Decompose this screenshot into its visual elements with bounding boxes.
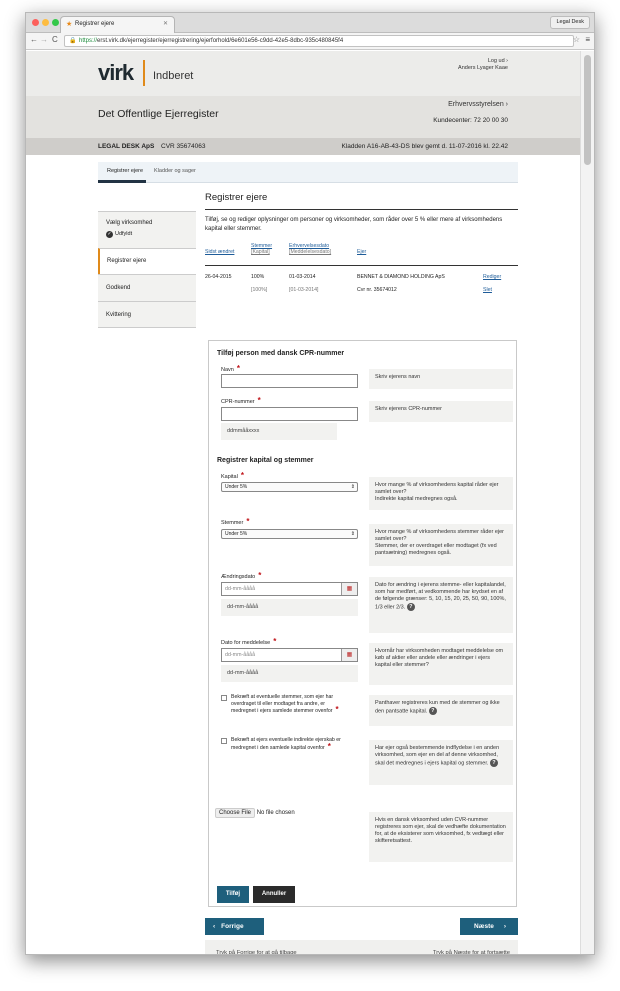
- stemmer-help: Hvor mange % af virksomhedens stemmer råder ejer samlet over? Stemmer, der er overdraget eller modtaget (fx ved pantsætning) medregnes også.: [369, 524, 513, 566]
- step-kvittering[interactable]: Kvittering: [98, 301, 196, 328]
- prev-hint: Tryk på Forrige for at gå tilbage: [216, 950, 297, 955]
- stemmer-select[interactable]: [221, 529, 358, 539]
- profile-button[interactable]: Legal Desk: [550, 16, 590, 29]
- add-owner-form: [208, 340, 517, 907]
- site-header: [26, 51, 582, 96]
- kapital-help: Hvor mange % af virksomhedens kapital råder ejer samlet over? Indirekte kapital medregnes også.: [369, 477, 513, 510]
- meddel-label: [221, 637, 276, 646]
- col-meddel-label[interactable]: [Meddelelsesdato]: [289, 249, 332, 255]
- company-bar: [26, 138, 582, 155]
- required-icon: *: [258, 571, 262, 580]
- step-vaelg-virksomhed[interactable]: [98, 211, 196, 248]
- cpr-input[interactable]: [221, 407, 358, 421]
- cb1-help: [369, 695, 513, 726]
- tab-title: Registrer ejere: [75, 21, 115, 27]
- check-icon: ✓: [107, 231, 112, 237]
- help-icon[interactable]: ?: [429, 707, 437, 715]
- cb1-help-text: Panthaver registreres kun med de stemmer og ikke den pantsatte kapital.: [375, 700, 500, 715]
- help-icon[interactable]: ?: [490, 759, 498, 767]
- browser-tab[interactable]: [60, 16, 175, 33]
- tab-registrer-ejere[interactable]: Registrer ejere: [107, 168, 144, 174]
- step-registrer-ejere[interactable]: Registrer ejere: [98, 248, 196, 274]
- calendar-icon[interactable]: ▦: [341, 583, 357, 595]
- required-icon: *: [246, 517, 250, 526]
- active-tab-indicator: [98, 180, 146, 183]
- cb-kapital-checkbox[interactable]: [221, 738, 227, 744]
- next-label: Næste: [474, 923, 494, 930]
- cb2-help: [369, 740, 513, 785]
- scrollbar[interactable]: [580, 51, 594, 955]
- chevron-right-icon: ›: [503, 923, 507, 930]
- add-button[interactable]: Tilføj: [217, 886, 249, 903]
- required-icon: *: [236, 364, 240, 373]
- meddel-label-text: Dato for meddelelse: [221, 640, 271, 646]
- aendring-help: [369, 577, 513, 633]
- meddel-date-input[interactable]: [221, 648, 358, 662]
- company-cvr: CVR 35674063: [161, 143, 206, 150]
- required-icon: *: [335, 705, 339, 714]
- select-arrow-icon: ⇕: [350, 531, 355, 537]
- required-icon: *: [257, 396, 261, 405]
- col-sidst-aendret[interactable]: Sidst ændret: [205, 249, 235, 255]
- scrollbar-thumb[interactable]: [584, 55, 591, 165]
- aendring-label: [221, 571, 261, 580]
- cpr-label: [221, 396, 261, 405]
- step-godkend[interactable]: Godkend: [98, 274, 196, 301]
- cb2-help-text: Har ejer også bestemmende indflydelse i en anden virksomhed, som ejer en del af denne virksomhed, skal det medregnes i ejers kapital og stemmer.: [375, 745, 500, 767]
- page: [26, 51, 582, 955]
- tab-bar: [26, 13, 594, 33]
- aendring-label-text: Ændringsdato: [221, 574, 256, 580]
- required-icon: *: [273, 637, 277, 646]
- cancel-button[interactable]: Annuller: [253, 886, 295, 903]
- product-name: Indberet: [153, 70, 194, 82]
- main-content: [205, 192, 518, 300]
- delete-link[interactable]: Slet: [483, 287, 492, 293]
- col-stemmer[interactable]: [251, 243, 272, 255]
- prev-label: Forrige: [221, 923, 244, 930]
- step-status: [106, 231, 196, 238]
- prev-button[interactable]: [205, 918, 264, 935]
- row-owner: BENNET & DIAMOND HOLDING ApS: [357, 274, 445, 280]
- owners-table-header: [205, 239, 518, 265]
- cpr-label-text: CPR-nummer: [221, 399, 255, 405]
- draft-status: Kladden A16-AB-43-DS blev gemt d. 11-07-2016 kl. 22.42: [341, 143, 508, 150]
- favicon-icon: ★: [66, 21, 73, 28]
- menu-icon[interactable]: ≡: [585, 35, 590, 44]
- step-sidebar: [98, 211, 196, 328]
- close-window-icon[interactable]: [32, 19, 39, 26]
- cb-stemmer-label: [231, 694, 349, 715]
- kapital-label: [221, 471, 244, 480]
- virk-logo[interactable]: virk: [98, 60, 134, 85]
- maximize-window-icon[interactable]: [52, 19, 59, 26]
- logo-divider: [143, 60, 145, 86]
- help-icon[interactable]: ?: [407, 603, 415, 611]
- edit-link[interactable]: Rediger: [483, 274, 502, 280]
- page-tabs: [98, 162, 518, 183]
- browser-window: [25, 12, 595, 955]
- bookmark-star-icon[interactable]: ☆: [572, 35, 580, 44]
- col-erhverv-label[interactable]: Erhvervelsesdato: [289, 243, 330, 249]
- aendring-help-text: Dato for ændring i ejerens stemme- eller kapitalandel, som har medført, at vedkommende har krydset en af de følgende grænser: 5, 10, 15, 20, 25, 50, 90, 100%, 1/3 eller 2/3.: [375, 582, 506, 611]
- row-date: 26-04-2015: [205, 274, 232, 280]
- agency-link[interactable]: Erhvervsstyrelsen ›: [448, 101, 508, 108]
- page-title: Registrer ejere: [205, 192, 268, 203]
- url-field[interactable]: [64, 35, 574, 47]
- aendring-date-input[interactable]: [221, 582, 358, 596]
- table-row-sub: [205, 287, 518, 300]
- logout-link[interactable]: Log ud ›: [487, 58, 508, 64]
- cb-kapital-label: [231, 737, 349, 751]
- meddel-help: Hvornår har virksomheden modtaget meddelelse om køb af aktier eller andele eller ændringer i ejers kapital eller stemmer?: [369, 643, 513, 685]
- file-upload: [215, 808, 295, 818]
- row-meddel: [01-03-2014]: [289, 287, 319, 293]
- user-name: Anders Lyager Kaae: [458, 65, 508, 71]
- url-scheme: https://: [79, 38, 98, 44]
- meddel-placeholder: dd-mm-åååå: [225, 652, 256, 658]
- cb-stemmer-checkbox[interactable]: [221, 695, 227, 701]
- lock-icon: 🔒: [69, 38, 77, 44]
- site-title: Det Offentlige Ejerregister: [98, 108, 219, 120]
- stemmer-label-text: Stemmer: [221, 520, 244, 526]
- form-heading-person: Tilføj person med dansk CPR-nummer: [217, 350, 345, 357]
- col-kapital-label[interactable]: [Kapital]: [251, 249, 270, 255]
- nav-hints: [205, 940, 518, 955]
- next-button[interactable]: [460, 918, 518, 935]
- navn-help: Skriv ejerens navn: [369, 369, 513, 389]
- intro-text: Tilføj, se og rediger oplysninger om personer og virksomheder, som råder over 5 % eller mere af virksomhedens kapital eller stemmer.: [205, 217, 503, 232]
- forward-icon[interactable]: →: [40, 35, 48, 44]
- next-hint: Tryk på Næste for at fortsætte: [432, 950, 510, 955]
- row-cvr: Cvr nr. 35674012: [357, 287, 397, 293]
- table-row: [205, 274, 518, 287]
- title-divider: [205, 209, 518, 210]
- tab-close-icon[interactable]: ✕: [162, 21, 168, 27]
- tab-kladder[interactable]: Kladder og sager: [154, 168, 196, 174]
- file-status: No file chosen: [256, 810, 295, 816]
- aendring-format-hint: dd-mm-åååå: [221, 599, 358, 616]
- back-icon[interactable]: ←: [30, 35, 38, 44]
- user-area: [458, 58, 508, 72]
- form-heading-kapital: Registrer kapital og stemmer: [217, 457, 314, 464]
- navn-input[interactable]: [221, 374, 358, 388]
- file-help: Hvis en dansk virksomhed uden CVR-nummer registreres som ejer, skal de vedhæfte dokumentation for, at de eksisterer som virksomhed, fx vedtægt eller skifteretsattest.: [369, 812, 513, 862]
- kapital-select[interactable]: [221, 482, 358, 492]
- address-bar: [26, 33, 594, 50]
- chevron-left-icon: ‹: [213, 923, 216, 930]
- cpr-help: Skriv ejerens CPR-nummer: [369, 401, 513, 422]
- select-arrow-icon: ⇕: [350, 484, 355, 490]
- col-erhverv[interactable]: [289, 243, 331, 255]
- cpr-format-hint: ddmmååxxxx: [221, 423, 337, 440]
- meddel-format-hint: dd-mm-åååå: [221, 665, 358, 682]
- url-text: erst.virk.dk/ejerregister/ejerregistrering/ejerforhold/6e601e56-c9dd-42e5-8dbc-935c480845f4: [97, 38, 344, 44]
- navn-label: [221, 364, 240, 373]
- kapital-label-text: Kapital: [221, 474, 238, 480]
- navn-label-text: Navn: [221, 367, 234, 373]
- aendring-placeholder: dd-mm-åååå: [225, 586, 256, 592]
- company-name: LEGAL DESK ApS: [98, 143, 155, 150]
- row-stemmer: 100%: [251, 274, 265, 280]
- col-ejer[interactable]: Ejer: [357, 249, 367, 255]
- col-stemmer-label[interactable]: Stemmer: [251, 243, 273, 249]
- calendar-icon[interactable]: ▦: [341, 649, 357, 661]
- choose-file-button[interactable]: Choose File: [215, 808, 255, 818]
- row-erhverv: 01-03-2014: [289, 274, 316, 280]
- minimize-window-icon[interactable]: [42, 19, 49, 26]
- sub-header: [26, 96, 582, 138]
- required-icon: *: [327, 741, 331, 751]
- kundecenter: Kundecenter: 72 20 00 30: [433, 117, 508, 124]
- stemmer-select-value: Under 5%: [225, 531, 248, 537]
- step-status-text: Udfyldt: [115, 231, 133, 237]
- required-icon: *: [240, 471, 244, 480]
- cb2-text: Bekræft at ejers eventuelle indirekte ejerskab er medregnet i den samlede kapital ovenfor: [231, 737, 341, 751]
- stemmer-label: [221, 517, 249, 526]
- cb1-text: Bekræft at eventuelle stemmer, som ejer har overdraget til eller modtaget fra andre, er medregnet i ejers samlede stemmer ovenfor: [231, 694, 334, 714]
- row-kapital: [100%]: [251, 287, 268, 293]
- reload-icon[interactable]: C: [52, 35, 58, 44]
- step-label: Vælg virksomhed: [106, 220, 153, 226]
- kapital-select-value: Under 5%: [225, 484, 248, 490]
- table-divider: [205, 265, 518, 266]
